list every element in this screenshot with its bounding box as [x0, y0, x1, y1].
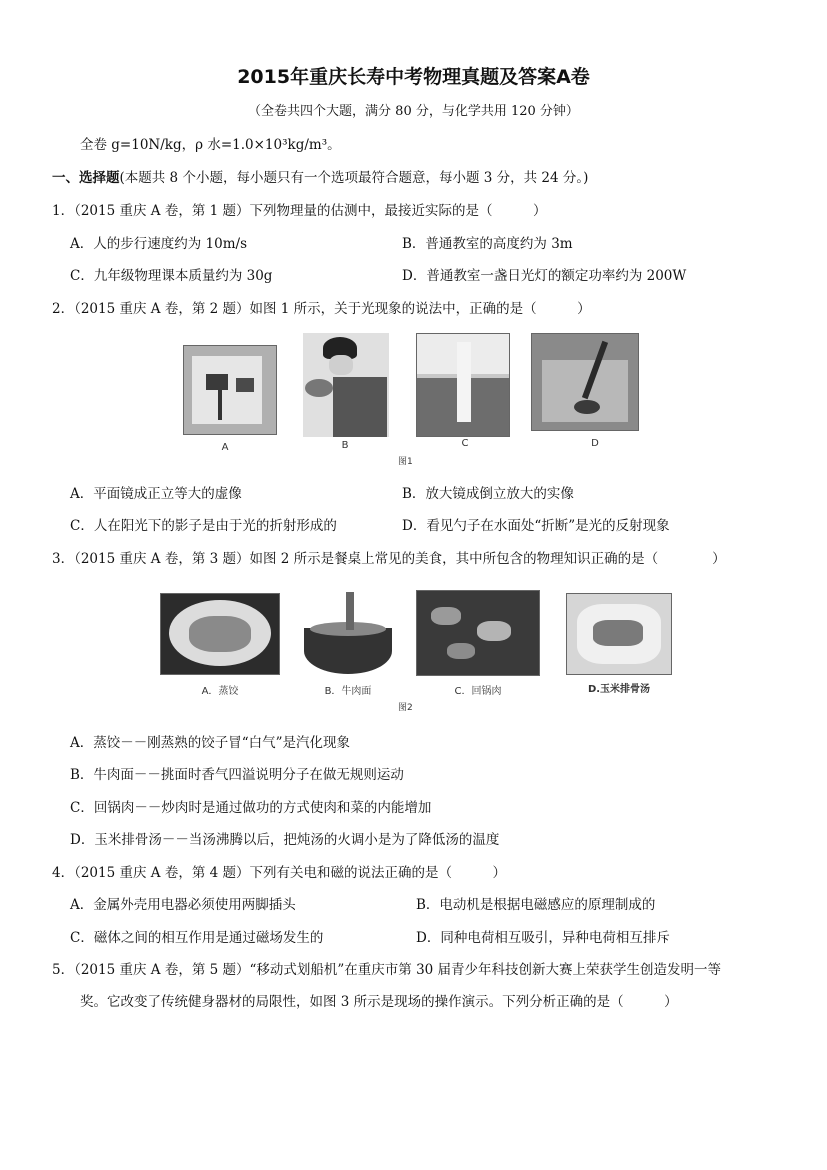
figure-2-image-d — [566, 593, 672, 675]
question-1-stem: 1．（2015 重庆 A 卷，第 1 题）下列物理量的估测中，最接近实际的是（ ） — [52, 203, 547, 219]
exam-info: （全卷共四个大题，满分 80 分，与化学共用 120 分钟） — [248, 104, 579, 119]
question-3-option-d: D．玉米排骨汤－－当汤沸腾以后，把炖汤的火调小是为了降低汤的温度 — [70, 832, 500, 848]
question-1-option-d: D．普通教室一盏日光灯的额定功率约为 200W — [402, 268, 687, 284]
figure-1-caption: 图1 — [398, 457, 413, 467]
figure-1-image-c — [416, 333, 510, 437]
question-4-stem: 4．（2015 重庆 A 卷，第 4 题）下列有关电和磁的说法正确的是（ ） — [52, 865, 506, 881]
question-5-stem-line-2: 奖。它改变了传统健身器材的局限性，如图 3 所示是现场的操作演示。下列分析正确的是（ ） — [80, 994, 678, 1010]
question-1-option-c: C．九年级物理课本质量约为 30g — [70, 268, 273, 284]
question-1-option-a: A．人的步行速度约为 10m/s — [70, 236, 247, 252]
figure-1-label-c: C — [461, 438, 469, 449]
figure-2-label-b: B．牛肉面 — [324, 686, 372, 697]
question-2-option-a: A．平面镜成正立等大的虚像 — [70, 486, 242, 502]
question-2-option-d: D．看见勺子在水面处“折断”是光的反射现象 — [402, 518, 670, 534]
figure-1-image-a — [183, 345, 277, 435]
figure-1-label-a: A — [221, 442, 229, 453]
question-4-option-d: D．同种电荷相互吸引，异种电荷相互排斥 — [416, 930, 670, 946]
figure-1-label-b: B — [341, 440, 349, 451]
figure-2-label-c: C．回锅肉 — [454, 686, 502, 697]
figure-2-image-b — [300, 592, 396, 676]
page-title: 2015年重庆长寿中考物理真题及答案A卷 — [237, 66, 590, 88]
section-heading — [52, 166, 588, 186]
question-3-option-b: B．牛肉面－－挑面时香气四溢说明分子在做无规则运动 — [70, 767, 404, 783]
question-3-option-a: A．蒸饺－－刚蒸熟的饺子冒“白气”是汽化现象 — [70, 735, 351, 751]
figure-1-image-d — [531, 333, 639, 431]
question-2-option-b: B．放大镜成倒立放大的实像 — [402, 486, 574, 502]
question-2-option-c: C．人在阳光下的影子是由于光的折射形成的 — [70, 518, 337, 534]
figure-1-image-b — [303, 333, 389, 437]
question-5-stem-line-1: 5．（2015 重庆 A 卷，第 5 题）“移动式划船机”在重庆市第 30 届青少年科技创新大赛上荣获学生创造发明一等 — [52, 962, 722, 978]
figure-2-label-d: D.玉米排骨汤 — [587, 684, 651, 695]
question-3-stem: 3．（2015 重庆 A 卷，第 3 题）如图 2 所示是餐桌上常见的美食，其中所包含的物理知识正确的是（ ） — [52, 551, 726, 567]
question-4-option-a: A．金属外壳用电器必须使用两脚插头 — [70, 897, 296, 913]
question-2-stem: 2．（2015 重庆 A 卷，第 2 题）如图 1 所示，关于光现象的说法中，正确的是（ ） — [52, 301, 591, 317]
section-description: (本题共 8 个小题，每小题只有一个选项最符合题意，每小题 3 分，共 24 分。) — [119, 170, 589, 186]
question-3-option-c: C．回锅肉－－炒肉时是通过做功的方式使肉和菜的内能增加 — [70, 800, 432, 816]
section-title: 一、选择题 — [52, 170, 120, 186]
figure-2-caption: 图2 — [398, 703, 413, 713]
constants-line: 全卷 g=10N/kg，ρ 水=1.0×10³kg/m³。 — [80, 137, 341, 153]
figure-1-label-d: D — [591, 438, 599, 449]
figure-2-label-a: A．蒸饺 — [201, 686, 239, 697]
question-4-option-c: C．磁体之间的相互作用是通过磁场发生的 — [70, 930, 324, 946]
figure-2-image-a — [160, 593, 280, 675]
question-1-option-b: B．普通教室的高度约为 3m — [402, 236, 573, 252]
question-4-option-b: B．电动机是根据电磁感应的原理制成的 — [416, 897, 656, 913]
figure-2-image-c — [416, 590, 540, 676]
